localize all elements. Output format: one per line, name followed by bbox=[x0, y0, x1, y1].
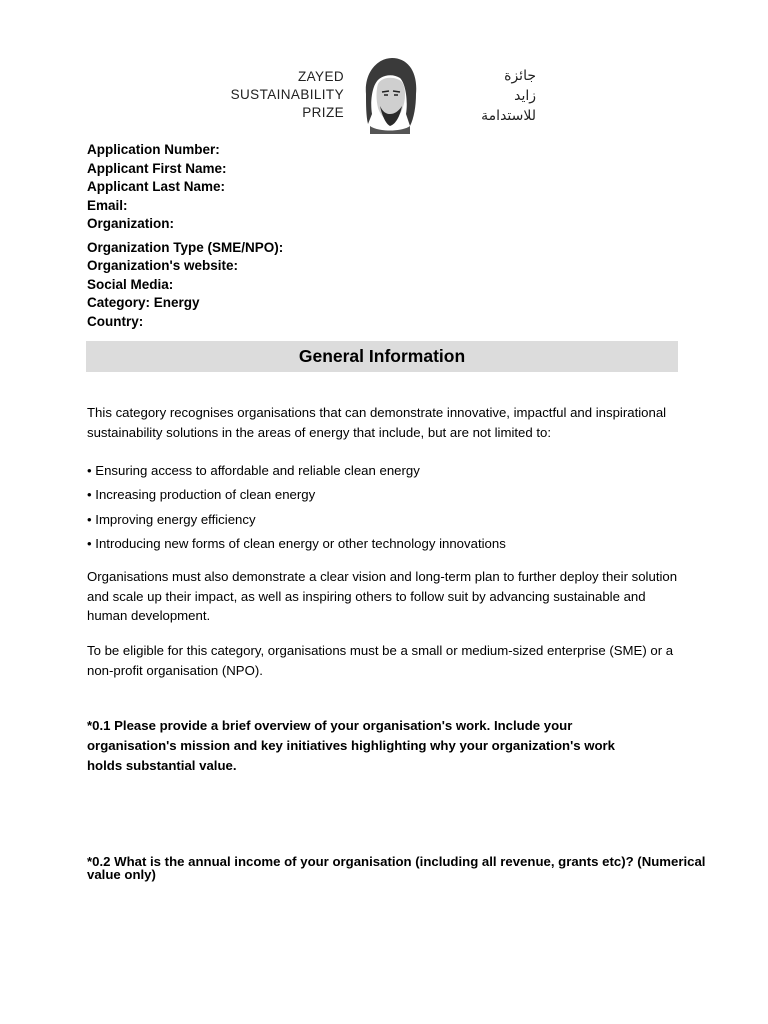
field-organization-type: Organization Type (SME/NPO): bbox=[87, 239, 284, 255]
field-social-media: Social Media: bbox=[87, 276, 174, 292]
bullet-item: • Increasing production of clean energy bbox=[87, 487, 316, 502]
field-application-number: Application Number: bbox=[87, 142, 220, 157]
logo-arabic-line: للاستدامة bbox=[481, 108, 536, 124]
logo-english-line: PRIZE bbox=[302, 105, 344, 120]
bullet-item: • Ensuring access to affordable and reliable clean energy bbox=[87, 463, 420, 478]
section-header-general-information: General Information bbox=[86, 341, 678, 372]
field-organization-website: Organization's website: bbox=[87, 258, 238, 273]
field-country: Country: bbox=[87, 313, 144, 329]
logo-arabic-line: زايد bbox=[514, 88, 536, 104]
field-last-name: Applicant Last Name: bbox=[87, 179, 226, 194]
bullet-item: • Improving energy efficiency bbox=[87, 512, 256, 527]
logo-english-text bbox=[230, 68, 344, 122]
founder-portrait-icon bbox=[356, 54, 422, 134]
logo-english-line: SUSTAINABILITY bbox=[230, 87, 344, 102]
question-0-1: *0.1 Please provide a brief overview of your organisation's work. Include your organisation's mission and key initiatives highlighting why your organization's work holds substantial value. bbox=[87, 718, 615, 773]
field-organization: Organization: bbox=[87, 216, 174, 231]
intro-paragraph: This category recognises organisations that can demonstrate innovative, impactful and inspirational sustainability solutions in the areas of energy that include, but are not limited to: bbox=[87, 405, 667, 440]
eligibility-paragraph: To be eligible for this category, organisations must be a small or medium-sized enterprise (SME) or a non-profit organisation (NPO). bbox=[87, 643, 674, 678]
logo-english-line: ZAYED bbox=[297, 69, 344, 84]
bullet-item: • Introducing new forms of clean energy or other technology innovations bbox=[87, 536, 506, 551]
logo-arabic-text bbox=[430, 66, 536, 126]
applicant-fields bbox=[87, 141, 283, 331]
zayed-sustainability-prize-logo bbox=[230, 54, 540, 134]
vision-paragraph: Organisations must also demonstrate a clear vision and long-term plan to further deploy their solution and scale up their impact, as well as inspiring others to follow suit by advancing sustainable and human development. bbox=[87, 569, 678, 623]
field-category: Category: Energy bbox=[87, 295, 200, 310]
field-first-name: Applicant First Name: bbox=[87, 160, 227, 176]
field-email: Email: bbox=[87, 197, 128, 213]
logo-arabic-line: جائزة bbox=[504, 68, 536, 84]
question-0-2: *0.2 What is the annual income of your organisation (including all revenue, grants etc)? (Numerical value only) bbox=[87, 854, 706, 882]
